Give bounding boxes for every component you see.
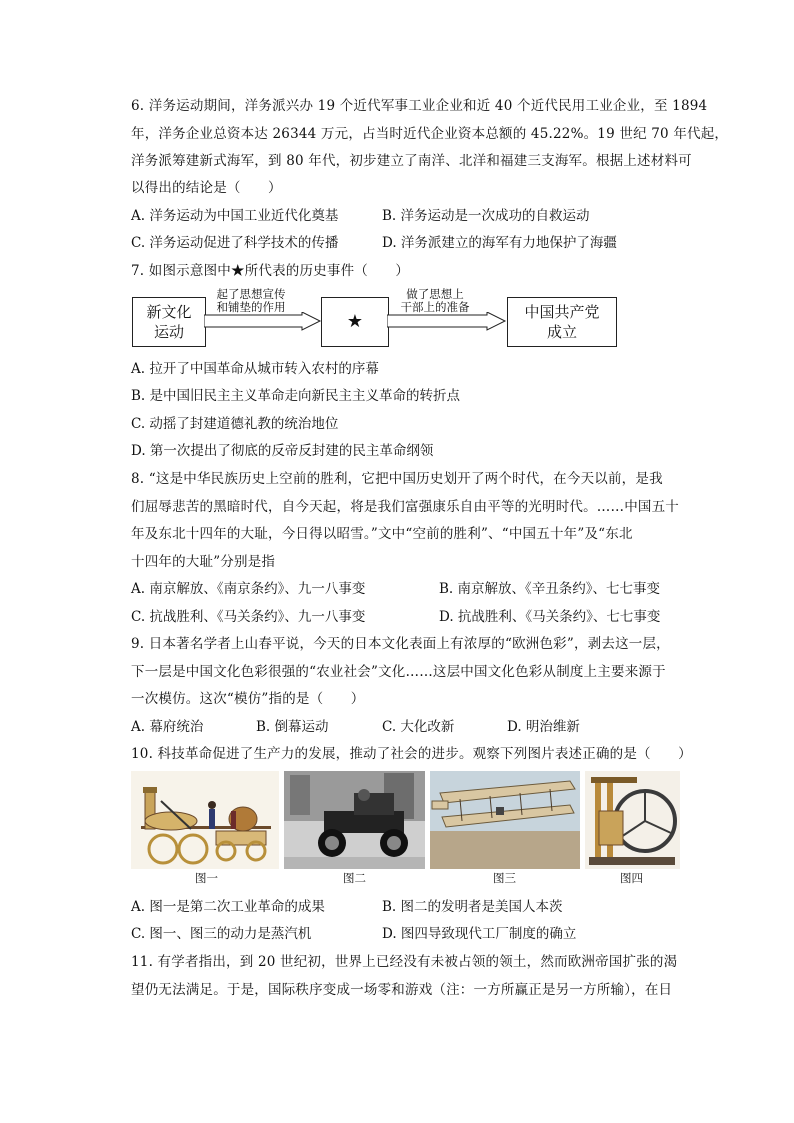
airplane-image	[430, 771, 580, 869]
q6-option-d[interactable]: D. 洋务派建立的海军有力地保护了海疆	[382, 235, 617, 251]
caption-fig3: 图三	[493, 871, 516, 885]
q8-line-4: 十四年的大耻”分别是指	[131, 554, 276, 570]
q6-option-c[interactable]: C. 洋务运动促进了科学技术的传播	[131, 235, 339, 251]
q8-option-a[interactable]: A. 南京解放、《南京条约》、九一八事变	[131, 581, 366, 597]
star-icon: ★	[346, 311, 364, 332]
q9-option-b[interactable]: B. 倒幕运动	[256, 719, 329, 735]
q6-option-b[interactable]: B. 洋务运动是一次成功的自救运动	[382, 208, 590, 224]
q7-option-d[interactable]: D. 第一次提出了彻底的反帝反封建的民主革命纲领	[131, 443, 434, 459]
q8-line-3: 年及东北十四年的大耻，今日得以昭雪。”文中“空前的胜利”、“中国五十年”及“东北	[131, 526, 633, 542]
box3-line1: 中国共产党	[524, 303, 600, 321]
arrow2-label-line2: 干部上的准备	[400, 300, 470, 314]
q6-line-2: 年，洋务企业总资本达 26344 万元，占当时近代企业资本总额的 45.22%。19 世纪 70 年代起，	[131, 126, 729, 142]
q11-line-1: 11. 有学者指出，到 20 世纪初，世界上已经没有未被占领的领土，然而欧洲帝国扩张的渴	[131, 954, 678, 970]
arrow1	[204, 312, 322, 332]
q7-stem: 7. 如图示意图中★所代表的历史事件（ ）	[131, 263, 410, 279]
q6-line-1: 6. 洋务运动期间，洋务派兴办 19 个近代军事工业企业和近 40 个近代民用工业企业，至 1894	[131, 98, 708, 114]
q10-option-a[interactable]: A. 图一是第二次工业革命的成果	[131, 899, 325, 915]
steam-engine-image	[585, 771, 680, 869]
q9-line-3: 一次模仿。这次“模仿”指的是（ ）	[131, 691, 365, 707]
locomotive-image	[131, 771, 279, 869]
q7-option-c[interactable]: C. 动摇了封建道德礼教的统治地位	[131, 416, 339, 432]
arrow1-label-line2: 和铺垫的作用	[216, 300, 286, 314]
q6-line-3: 洋务派筹建新式海军，到 80 年代，初步建立了南洋、北洋和福建三支海军。根据上述材料可	[131, 153, 692, 169]
q8-line-1: 8. “这是中华民族历史上空前的胜利，它把中国历史划开了两个时代，在今天以前，是我	[131, 471, 663, 487]
q9-option-c[interactable]: C. 大化改新	[382, 719, 455, 735]
arrow1-label-line1: 起了思想宣传	[216, 287, 286, 301]
caption-fig1: 图一	[195, 871, 218, 885]
q11-line-2: 望仍无法满足。于是，国际秩序变成一场零和游戏（注：一方所赢正是另一方所输），在日	[131, 982, 673, 998]
q9-line-1: 9. 日本著名学者上山春平说，今天的日本文化表面上有浓厚的“欧洲色彩”，剥去这一层，	[131, 636, 670, 652]
diagram-box-star	[321, 297, 389, 347]
box3-line2: 成立	[546, 323, 577, 341]
arrow2-label	[392, 288, 478, 314]
box1-line1: 新文化	[146, 303, 192, 321]
q9-line-2: 下一层是中国文化色彩很强的“农业社会”文化……这层中国文化色彩从制度上主要来源于	[131, 664, 666, 680]
q10-stem: 10. 科技革命促进了生产力的发展，推动了社会的进步。观察下列图片表述正确的是（ ）	[131, 746, 692, 762]
arrow1-label	[208, 288, 294, 314]
q6-line-4: 以得出的结论是（ ）	[131, 180, 282, 196]
q9-option-d[interactable]: D. 明治维新	[507, 719, 580, 735]
q10-option-b[interactable]: B. 图二的发明者是美国人本茨	[382, 899, 563, 915]
q8-option-d[interactable]: D. 抗战胜利、《马关条约》、七七事变	[439, 609, 661, 625]
diagram-box-new-culture	[132, 297, 206, 347]
q10-option-c[interactable]: C. 图一、图三的动力是蒸汽机	[131, 926, 312, 942]
q6-option-a[interactable]: A. 洋务运动为中国工业近代化奠基	[131, 208, 339, 224]
q7-option-b[interactable]: B. 是中国旧民主主义革命走向新民主主义革命的转折点	[131, 388, 461, 404]
caption-fig2: 图二	[343, 871, 366, 885]
q8-option-c[interactable]: C. 抗战胜利、《马关条约》、九一八事变	[131, 609, 366, 625]
arrow2-label-line1: 做了思想上	[406, 287, 464, 301]
diagram-box-cpc-founding	[507, 297, 617, 347]
q7-option-a[interactable]: A. 拉开了中国革命从城市转入农村的序幕	[131, 361, 379, 377]
box1-line2: 运动	[153, 323, 184, 341]
arrow2	[387, 312, 507, 332]
q8-line-2: 们屈辱悲苦的黑暗时代，自今天起，将是我们富强康乐自由平等的光明时代。……中国五十	[131, 499, 679, 515]
caption-fig4: 图四	[620, 871, 643, 885]
q10-option-d[interactable]: D. 图四导致现代工厂制度的确立	[382, 926, 577, 942]
car-image	[284, 771, 425, 869]
q9-option-a[interactable]: A. 幕府统治	[131, 719, 204, 735]
q8-option-b[interactable]: B. 南京解放、《辛丑条约》、七七事变	[439, 581, 661, 597]
